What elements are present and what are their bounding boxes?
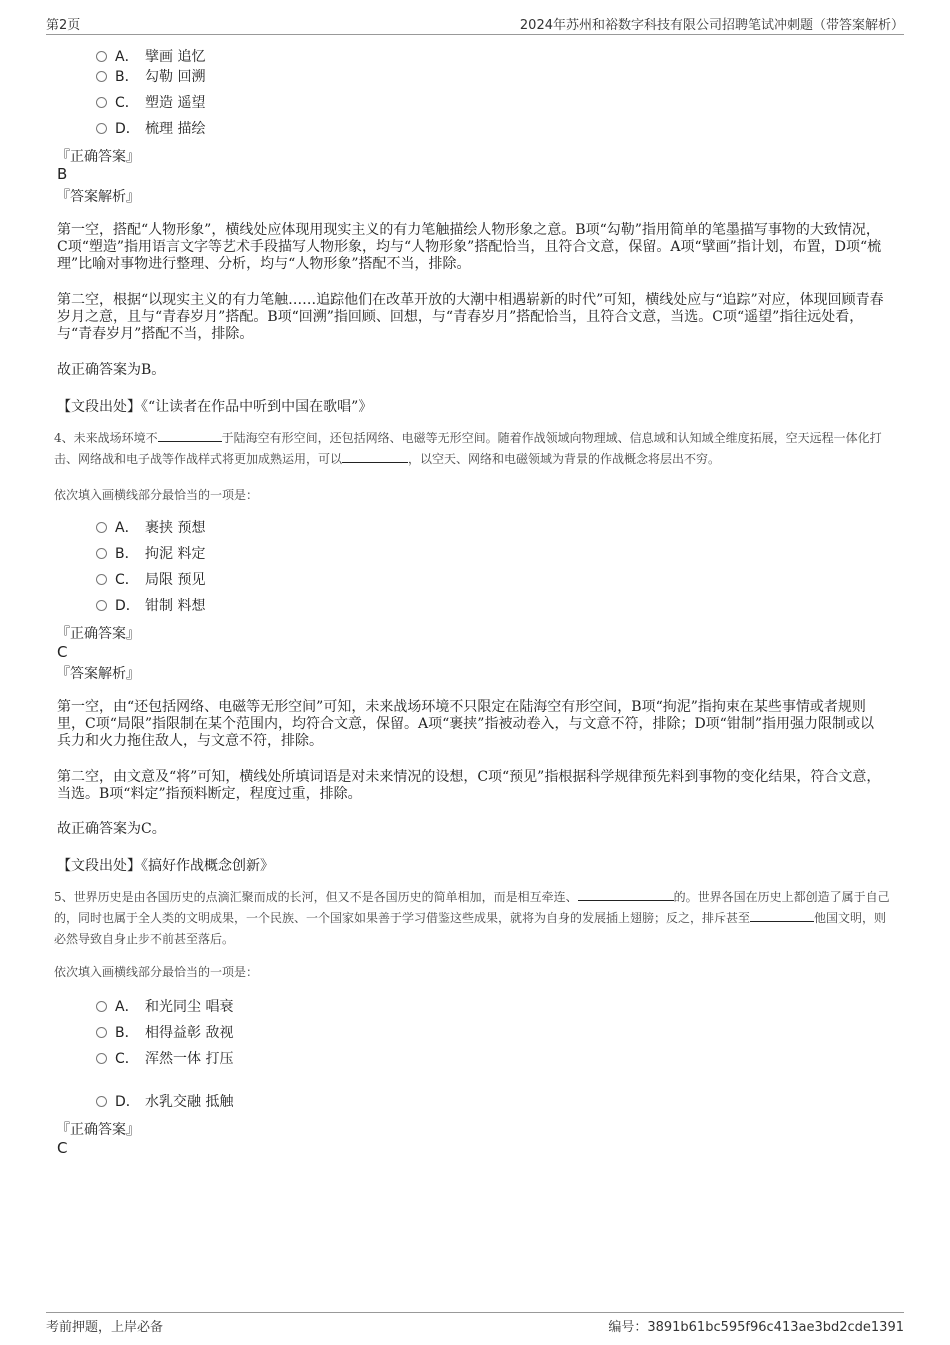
q4-prompt: 依次填入画横线部分最恰当的一项是： <box>54 488 259 502</box>
q5-answer: C <box>57 1139 68 1157</box>
document-title: 2024年苏州和裕数字科技有限公司招聘笔试冲刺题（带答案解析） <box>519 18 904 33</box>
q4-option-a[interactable]: A． 裹挟 预想 <box>96 518 205 538</box>
blank-line <box>158 428 222 442</box>
blank-line <box>750 908 814 922</box>
q4-source: 【文段出处】《搞好作战概念创新》 <box>57 858 274 874</box>
q5-option-c[interactable]: C． 浑然一体 打压 <box>96 1049 233 1069</box>
q5-option-d[interactable]: D． 水乳交融 抵触 <box>96 1092 233 1112</box>
page-header <box>46 12 904 35</box>
radio-icon[interactable] <box>96 97 107 108</box>
q4-text: 4、未来战场环境不 于陆海空有形空间，还包括网络、电磁等无形空间。随着作战领域向物理域、信息域和认知域全维度拓展，空天远程一体化打击、网络战和电子战等作战样式将更加成熟运用，可以 ，以空天、网络和电磁领域为背景的作战概念将层出不穷。 <box>54 428 896 470</box>
q4-analysis-label: 『答案解析』 <box>56 666 140 682</box>
q4-analysis-3: 故正确答案为C。 <box>57 821 166 837</box>
blank-line <box>342 449 408 463</box>
q3-analysis-3: 故正确答案为B。 <box>57 362 166 378</box>
page-number: 第2页 <box>46 18 81 33</box>
q4-answer: C <box>57 643 68 661</box>
q3-analysis-2: 第二空，根据“以现实主义的有力笔触……追踪他们在改革开放的大潮中相遇崭新的时代”可知，横线处应与“追踪”对应，体现回顾青春岁月之意，且与“青春岁月”搭配。B项“回溯”指回顾、回想，与“青春岁月”搭配恰当，且符合文意，当选。C项“遥望”指往远处看，与“青春岁月”搭配不当，排除。 <box>57 292 884 342</box>
q3-source: 【文段出处】《“让读者在作品中听到中国在歌唱”》 <box>57 399 373 415</box>
q5-prompt: 依次填入画横线部分最恰当的一项是： <box>54 965 259 979</box>
radio-icon[interactable] <box>96 574 107 585</box>
radio-icon[interactable] <box>96 51 107 62</box>
radio-icon[interactable] <box>96 71 107 82</box>
radio-icon[interactable] <box>96 522 107 533</box>
q4-analysis-2: 第二空，由文意及“将”可知，横线处所填词语是对未来情况的设想，C项“预见”指根据科学规律预先料到事物的变化结果，符合文意，当选。B项“料定”指预料断定，程度过重，排除。 <box>57 769 881 802</box>
q4-option-b[interactable]: B． 拘泥 料定 <box>96 544 205 564</box>
radio-icon[interactable] <box>96 1053 107 1064</box>
q3-option-c[interactable]: C． 塑造 遥望 <box>96 93 205 113</box>
page-footer <box>46 1312 904 1335</box>
q3-option-b[interactable]: B． 勾勒 回溯 <box>96 67 205 87</box>
q5-answer-label: 『正确答案』 <box>56 1122 140 1138</box>
radio-icon[interactable] <box>96 1001 107 1012</box>
radio-icon[interactable] <box>96 1027 107 1038</box>
q3-option-d[interactable]: D． 梳理 描绘 <box>96 119 205 139</box>
q5-option-a[interactable]: A． 和光同尘 唱衰 <box>96 997 233 1017</box>
radio-icon[interactable] <box>96 548 107 559</box>
radio-icon[interactable] <box>96 123 107 134</box>
q4-answer-label: 『正确答案』 <box>56 626 140 642</box>
q3-analysis-label: 『答案解析』 <box>56 189 140 205</box>
q3-answer-label: 『正确答案』 <box>56 149 140 165</box>
footer-slogan: 考前押题，上岸必备 <box>46 1320 164 1335</box>
radio-icon[interactable] <box>96 1096 107 1107</box>
q4-option-c[interactable]: C． 局限 预见 <box>96 570 205 590</box>
q3-analysis-1: 第一空，搭配“人物形象”，横线处应体现用现实主义的有力笔触描绘人物形象之意。B项“勾勒”指用简单的笔墨描写事物的大致情况，C项“塑造”指用语言文字等艺术手段描写人物形象，均与“人物形象”搭配恰当，且符合文意，保留。A项“擘画”指计划，布置，D项“梳理”比喻对事物进行整理、分析，均与“人物形象”搭配不当，排除。 <box>57 222 882 272</box>
q4-analysis-1: 第一空，由“还包括网络、电磁等无形空间”可知，未来战场环境不只限定在陆海空有形空间，B项“拘泥”指拘束在某些事情或者规则里，C项“局限”指限制在某个范围内，均符合文意，保留。A项“裹挟”指被动卷入，与文意不符，排除；D项“钳制”指用强力限制或以兵力和火力拖住敌人，与文意不符，排除。 <box>57 699 874 749</box>
q3-option-a[interactable]: A． 擘画 追忆 <box>96 47 205 67</box>
q5-option-b[interactable]: B． 相得益彰 敌视 <box>96 1023 233 1043</box>
blank-line <box>578 887 674 901</box>
radio-icon[interactable] <box>96 600 107 611</box>
q5-text: 5、世界历史是由各国历史的点滴汇聚而成的长河，但又不是各国历史的简单相加，而是相互牵连、 的。世界各国在历史上都创造了属于自己的，同时也属于全人类的文明成果，一个民族、一个国家如果善于学习借鉴这些成果，就将为自身的发展插上翅膀；反之，排斥甚至 他国文明，则必然导致自身止步不前甚至落后。 <box>54 887 896 950</box>
q3-answer: B <box>57 165 68 183</box>
document-id: 编号：3891b61bc595f96c413ae3bd2cde1391 <box>608 1320 904 1335</box>
q4-option-d[interactable]: D． 钳制 料想 <box>96 596 205 616</box>
